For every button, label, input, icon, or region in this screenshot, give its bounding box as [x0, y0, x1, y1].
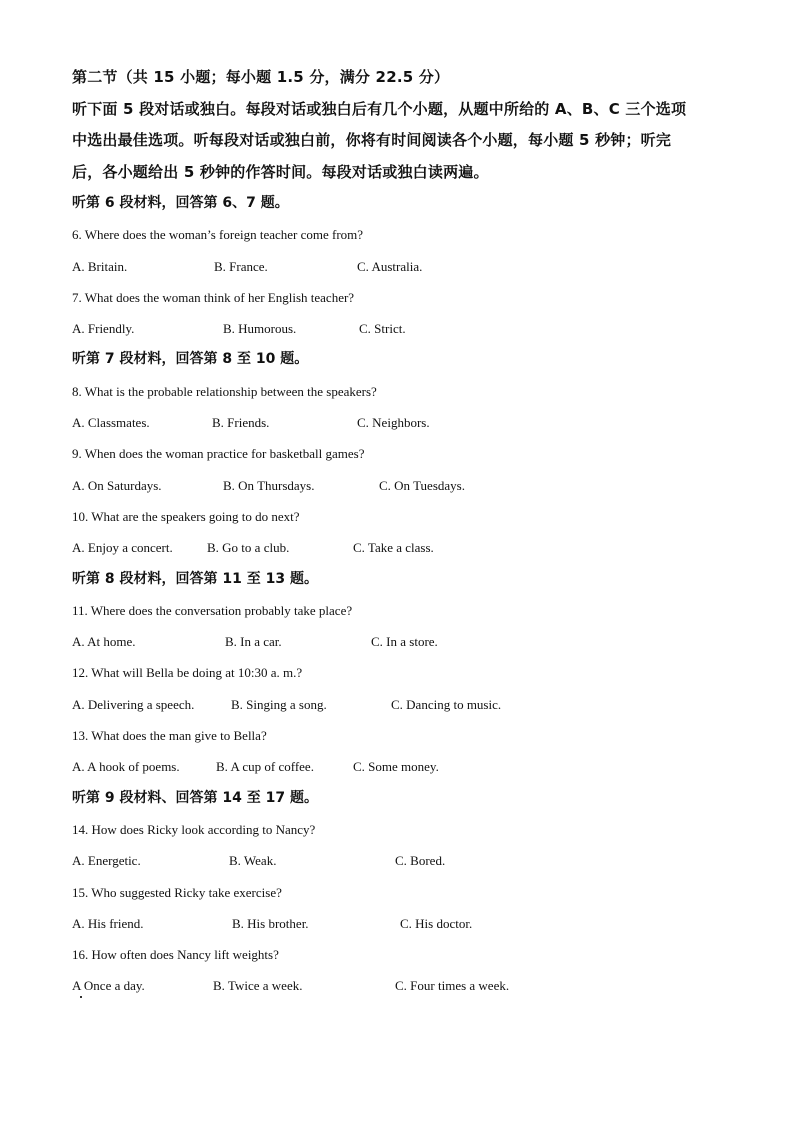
instruction-line: 听下面 5 段对话或独白。每段对话或独白后有几个小题，从题中所给的 A、B、C 三个选项 [72, 99, 687, 118]
option-c[interactable]: C. Four times a week. [395, 978, 510, 994]
exam-page [72, 62, 722, 1002]
option-c[interactable]: C. Australia. [357, 258, 423, 274]
section-title: 第二节（共 15 小题；每小题 1.5 分，满分 22.5 分） [72, 68, 450, 86]
material-heading: 听第 6 段材料，回答第 6、7 题。 [72, 195, 289, 211]
material-block-9 [72, 783, 722, 1002]
question-stem: 14. How does Ricky look according to Nancy? [72, 821, 316, 837]
option-a[interactable]: A. Classmates. [72, 415, 150, 431]
option-c[interactable]: C. Dancing to music. [391, 696, 502, 712]
option-a[interactable]: A. At home. [72, 634, 136, 650]
option-b[interactable]: B. Go to a club. [207, 540, 290, 556]
option-b[interactable]: B. Weak. [229, 853, 277, 869]
material-heading: 听第 7 段材料，回答第 8 至 10 题。 [72, 351, 309, 368]
answer-options [72, 251, 722, 282]
instruction-line: 后，各小题给出 5 秒钟的作答时间。每段对话或独白读两遍。 [72, 162, 489, 181]
option-b[interactable]: B. Singing a song. [231, 696, 327, 712]
option-a[interactable]: A. On Saturdays. [72, 477, 162, 493]
answer-options [72, 532, 722, 563]
option-b[interactable]: B. Friends. [212, 415, 270, 431]
option-a[interactable]: A. Enjoy a concert. [72, 540, 173, 556]
option-c[interactable]: C. Some money. [353, 759, 439, 775]
question-stem: 11. Where does the conversation probably take place? [72, 602, 353, 618]
question-stem: 9. When does the woman practice for basketball games? [72, 446, 365, 462]
option-a[interactable]: A. Delivering a speech. [72, 696, 195, 712]
answer-options [72, 908, 722, 939]
question-stem: 15. Who suggested Ricky take exercise? [72, 884, 282, 900]
material-block-8 [72, 564, 722, 783]
option-c[interactable]: C. In a store. [371, 634, 438, 650]
option-a[interactable]: A. Energetic. [72, 853, 141, 869]
answer-options [72, 751, 722, 782]
question-stem: 13. What does the man give to Bella? [72, 728, 267, 744]
question-stem: 16. How often does Nancy lift weights? [72, 947, 279, 963]
material-heading: 听第 8 段材料，回答第 11 至 13 题。 [72, 570, 318, 587]
option-b[interactable]: B. In a car. [225, 634, 282, 650]
answer-options [72, 970, 722, 1001]
answer-options [72, 407, 722, 438]
question-stem: 10. What are the speakers going to do next? [72, 508, 300, 524]
question-stem: 7. What does the woman think of her English teacher? [72, 289, 355, 305]
answer-options [72, 470, 722, 501]
material-block-6 [72, 188, 722, 344]
option-c[interactable]: C. On Tuesdays. [379, 477, 465, 493]
answer-options [72, 626, 722, 657]
option-b[interactable]: B. On Thursdays. [223, 477, 315, 493]
option-c[interactable]: C. Take a class. [353, 540, 434, 556]
material-heading: 听第 9 段材料、回答第 14 至 17 题。 [72, 789, 318, 806]
option-b[interactable]: B. His brother. [232, 915, 309, 931]
option-b[interactable]: B. A cup of coffee. [216, 759, 314, 775]
section-instructions [72, 62, 722, 188]
question-stem: 8. What is the probable relationship between the speakers? [72, 383, 377, 399]
option-c[interactable]: C. Strict. [359, 321, 406, 337]
stray-mark [80, 996, 82, 998]
option-c[interactable]: C. His doctor. [400, 915, 473, 931]
option-a[interactable]: A. A hook of poems. [72, 759, 180, 775]
option-b[interactable]: B. Twice a week. [213, 978, 303, 994]
instruction-line: 中选出最佳选项。听每段对话或独白前，你将有时间阅读各个小题，每小题 5 秒钟；听完 [72, 131, 672, 149]
option-b[interactable]: B. Humorous. [223, 321, 297, 337]
option-a[interactable]: A. His friend. [72, 915, 144, 931]
question-stem: 6. Where does the woman’s foreign teacher come from? [72, 227, 364, 243]
option-a[interactable]: A. Britain. [72, 258, 128, 274]
material-block-7 [72, 344, 722, 563]
answer-options [72, 845, 722, 876]
option-c[interactable]: C. Neighbors. [357, 415, 430, 431]
question-stem: 12. What will Bella be doing at 10:30 a. m.? [72, 665, 303, 681]
option-a[interactable]: A Once a day. [72, 978, 145, 994]
option-a[interactable]: A. Friendly. [72, 321, 135, 337]
answer-options [72, 689, 722, 720]
option-c[interactable]: C. Bored. [395, 853, 446, 869]
option-b[interactable]: B. France. [214, 258, 268, 274]
answer-options [72, 313, 722, 344]
